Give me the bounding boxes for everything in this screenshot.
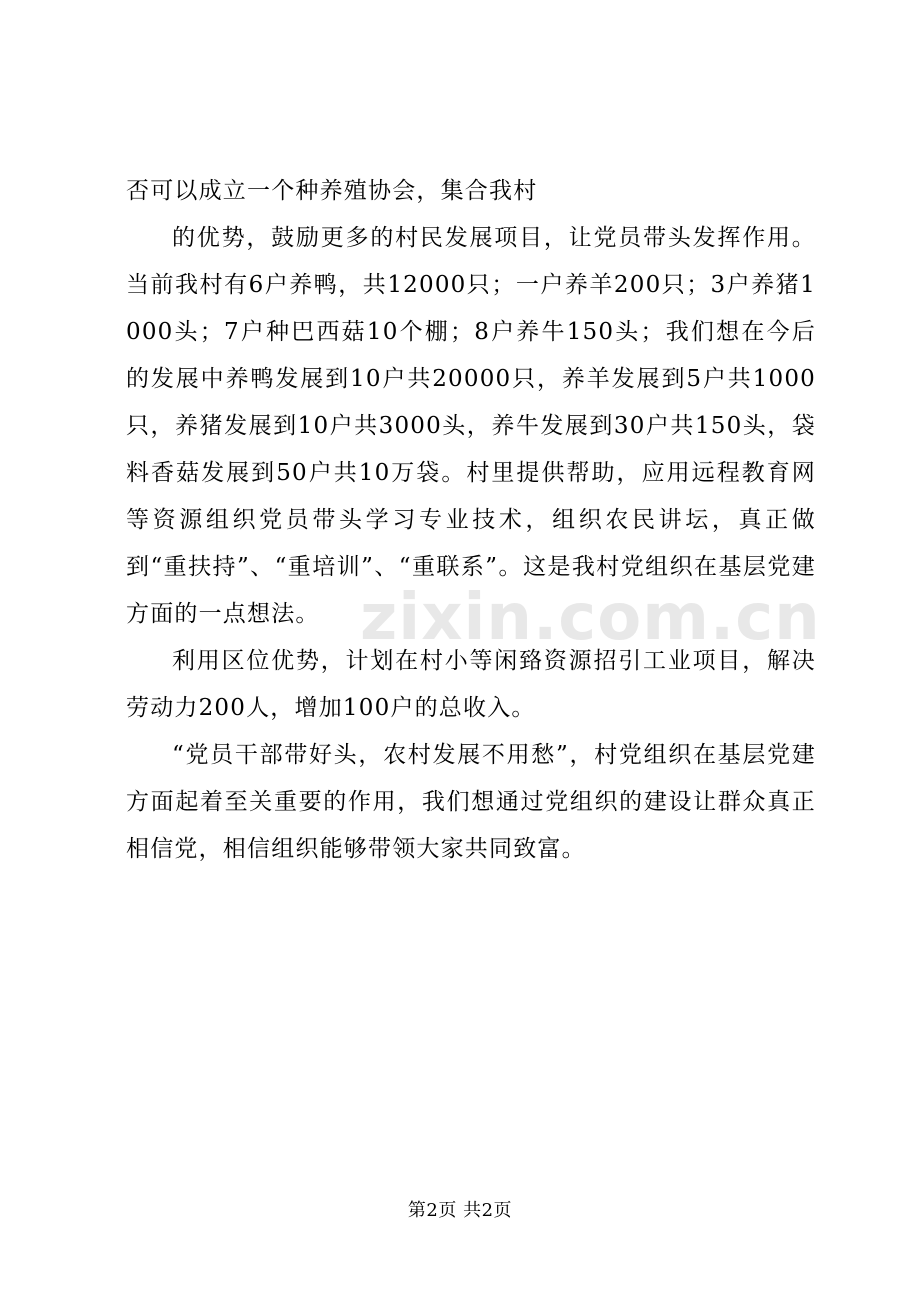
watermark-logo: zixin.com.cn <box>360 581 821 655</box>
paragraph-1: 否可以成立一个种养殖协会，集合我村 <box>126 178 538 204</box>
paragraph-2: 的优势，鼓励更多的村民发展项目，让党员带头发挥作用。当前我村有6户养鸭，共12000只；一户养羊200只；3户养猪1000头；7户种巴西菇10个棚；8户养牛150头；我们想在今后的发展中养鸭发展到10户共20000只，养羊发展到5户共1000只，养猪发展到10户共3000头，养牛发展到30户共150头，袋料香菇发展到50户共10万袋。村里提供帮助，应用远程教育网等资源组织党员带头学习专业技术，组织农民讲坛，真正做到“重扶持”、“重培训”、“重联系”。这是我村党组织在基层党建方面的一点想法。 <box>126 225 816 627</box>
paragraph-4: “党员干部带好头，农村发展不用愁”，村党组织在基层党建方面起着至关重要的作用，我们想通过党组织的建设让群众真正相信党，相信组织能够带领大家共同致富。 <box>126 742 816 862</box>
paragraph-3: 利用区位优势，计划在村小等闲臵资源招引工业项目，解决劳动力200人，增加100户的总收入。 <box>126 648 816 721</box>
page-footer: 第2页 共2页 <box>407 1200 513 1221</box>
document-body <box>126 168 821 873</box>
